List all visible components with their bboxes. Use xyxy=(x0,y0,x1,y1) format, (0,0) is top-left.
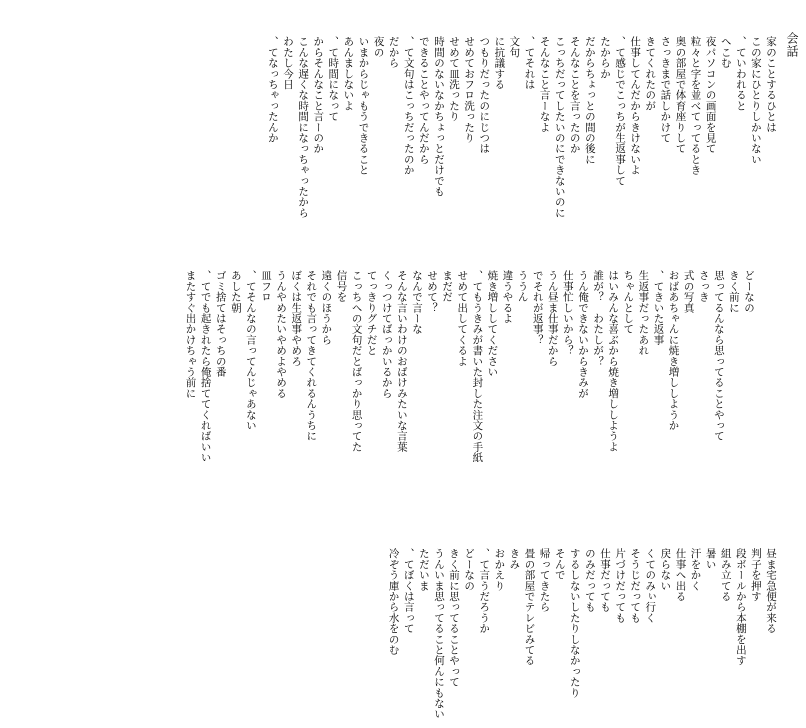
text-line: そんなこと言ーなよ xyxy=(538,36,551,133)
text-line: そんで xyxy=(553,548,566,581)
text-line: うんいま思ってること何んにもない xyxy=(432,548,445,720)
text-line: うん俺できないからきみが xyxy=(576,270,589,399)
text-line: 違うやるよ xyxy=(501,270,514,324)
text-line: ううん xyxy=(516,270,529,303)
text-line: 、てでも起きれたら俺捨ててくればいい xyxy=(199,270,212,463)
text-line: こんな遅くな時間になっちゃったから xyxy=(297,36,310,218)
text-line: そんな言いわけのおばけみたいな言葉 xyxy=(395,270,408,452)
text-line: 粒々と字を並べてってるとき xyxy=(689,36,702,176)
text-line: せめて皿洗ったり xyxy=(448,36,461,122)
text-line: またすぐ出かけちゃう前に xyxy=(184,270,197,399)
text-line: 式の写真 xyxy=(682,270,695,313)
text-line: 焼き増ししてください xyxy=(486,270,499,377)
text-line: だからちょっとの間の後に xyxy=(583,36,596,165)
text-line: てっきりグチだと xyxy=(365,270,378,356)
text-line: きく前に思ってることやって xyxy=(448,548,461,688)
text-line: きく前に xyxy=(727,270,740,313)
text-line: ただいま xyxy=(417,548,430,591)
text-line: ぼくは生返事やめろ xyxy=(290,270,303,367)
text-line: 、て感じでこっちが生返事して xyxy=(614,36,627,186)
text-line: 信号を xyxy=(335,270,348,303)
text-line: あした朝 xyxy=(229,270,242,313)
text-line: そうじだっても xyxy=(629,548,642,623)
text-line: せめて出してくるよ xyxy=(456,270,469,367)
text-line: 、てもうきみが書いた封した注文の手紙 xyxy=(471,270,484,463)
text-line: きてくれたのが xyxy=(644,36,657,111)
text-line: 思ってるんなら思ってることやって xyxy=(712,270,725,442)
text-line: おばあちゃんに焼き増ししようか xyxy=(667,270,680,431)
text-line: できることやってんだから xyxy=(417,36,430,165)
text-line: 文句 xyxy=(508,36,521,58)
text-line: からそんなこと言ーのか xyxy=(312,36,325,154)
text-line: 冷ぞう庫から水をのむ xyxy=(387,548,400,655)
text-line: でそれが返事？ xyxy=(531,270,544,345)
text-line: 、てなっちゃったんか xyxy=(266,36,279,143)
text-line: 、てきいた返事 xyxy=(652,270,665,345)
text-line: たからか xyxy=(598,36,611,79)
text-block-middle xyxy=(182,270,756,463)
text-line: 生返事だったあれ xyxy=(637,270,650,356)
text-line: くっつけてばっかいるから xyxy=(380,270,393,399)
text-line: 片づけだっても xyxy=(614,548,627,623)
text-block-bottom xyxy=(386,548,778,719)
text-line: さっきまで話しかけて xyxy=(659,36,672,143)
text-line: くてのみぃ行く xyxy=(644,548,657,623)
text-line: 夜パソコンの画面を見て xyxy=(704,36,717,154)
text-line: おかえり xyxy=(493,548,506,591)
text-line: に抗議する xyxy=(493,36,506,90)
text-block-top xyxy=(265,36,778,218)
text-line: のみだっても xyxy=(583,548,596,613)
text-line: せめて？ xyxy=(426,270,439,313)
text-line: うん昼ま仕事だから xyxy=(546,270,559,367)
text-line: 仕事へ出る xyxy=(674,548,687,602)
text-line: それでも言ってきてくれるんうちに xyxy=(305,270,318,442)
text-line: 、ていわれると xyxy=(734,36,747,111)
text-line: 、て文句はこっちだったのか xyxy=(402,36,415,176)
text-line: 仕事だっても xyxy=(598,548,611,613)
text-line: せめておフロ洗ったり xyxy=(463,36,476,143)
text-line: 、て時間になって xyxy=(327,36,340,122)
text-line: へこむ xyxy=(719,36,732,69)
text-line: どーなの xyxy=(743,270,755,313)
text-line: 、てぼくは言って xyxy=(402,548,415,634)
text-line: だから xyxy=(387,36,400,69)
text-line: 、てそれは xyxy=(523,36,536,90)
text-line: なんで言ーな xyxy=(410,270,423,335)
poem-title: 会話 xyxy=(785,32,799,58)
text-line: あんましないよ xyxy=(342,36,355,111)
text-line: 汗をかく xyxy=(689,548,702,591)
text-line: ゴミ捨てはそっちの番 xyxy=(214,270,227,377)
text-line: 、て言うだろうか xyxy=(478,548,491,634)
text-line: どーなの xyxy=(463,548,476,591)
text-line: 誰が？ わたしが？ xyxy=(592,270,605,367)
text-line: 組み立てる xyxy=(719,548,732,602)
text-line: つもりだったのにじつは xyxy=(478,36,491,154)
text-line: 暑い xyxy=(704,548,717,570)
text-line: わたし今日 xyxy=(282,36,294,90)
text-line: こっちだってしたいのにできないのに xyxy=(553,36,566,218)
text-line: 時間のないなかちょっとだけでも xyxy=(432,36,445,197)
text-line: こっちへの文句だとばっかり思ってた xyxy=(350,270,363,452)
text-line: 皿フロ xyxy=(260,270,272,303)
text-line: さっき xyxy=(697,270,710,303)
text-line: 夜の xyxy=(372,36,385,58)
text-line: そんなことを言ったのか xyxy=(568,36,581,154)
text-line: 家のことするひとは xyxy=(765,36,777,133)
text-line: ちゃんとして xyxy=(622,270,635,335)
text-line: きみ xyxy=(508,548,521,570)
text-line: 帰ってきたら xyxy=(538,548,551,613)
text-line: 仕事忙しいから？ xyxy=(561,270,574,356)
text-line: 、てそんなの言ってんじゃあない xyxy=(244,270,257,431)
text-line: 戻らない xyxy=(659,548,672,591)
text-line: 畳の部屋でテレビみてる xyxy=(523,548,536,666)
text-line: 昼ま宅急便が来る xyxy=(765,548,777,634)
text-line: 判子を押す xyxy=(749,548,762,602)
text-line: この家にひとりしかいない xyxy=(749,36,762,165)
text-line: まだだ xyxy=(441,270,454,303)
text-line: 仕事してんだからきけないよ xyxy=(629,36,642,176)
text-line: いまからじゃもうできること xyxy=(357,36,370,176)
text-line: するしないしたりしなかったり xyxy=(568,548,581,698)
text-line: はいみんな喜ぶから焼き増ししようよ xyxy=(607,270,620,452)
text-line: 奥の部屋で体育座りして xyxy=(674,36,687,154)
text-line: うんやめたいやめよやめる xyxy=(275,270,288,399)
text-line: 段ボールから本棚を出す xyxy=(734,548,747,666)
text-line: 遠くのほうから xyxy=(320,270,333,345)
